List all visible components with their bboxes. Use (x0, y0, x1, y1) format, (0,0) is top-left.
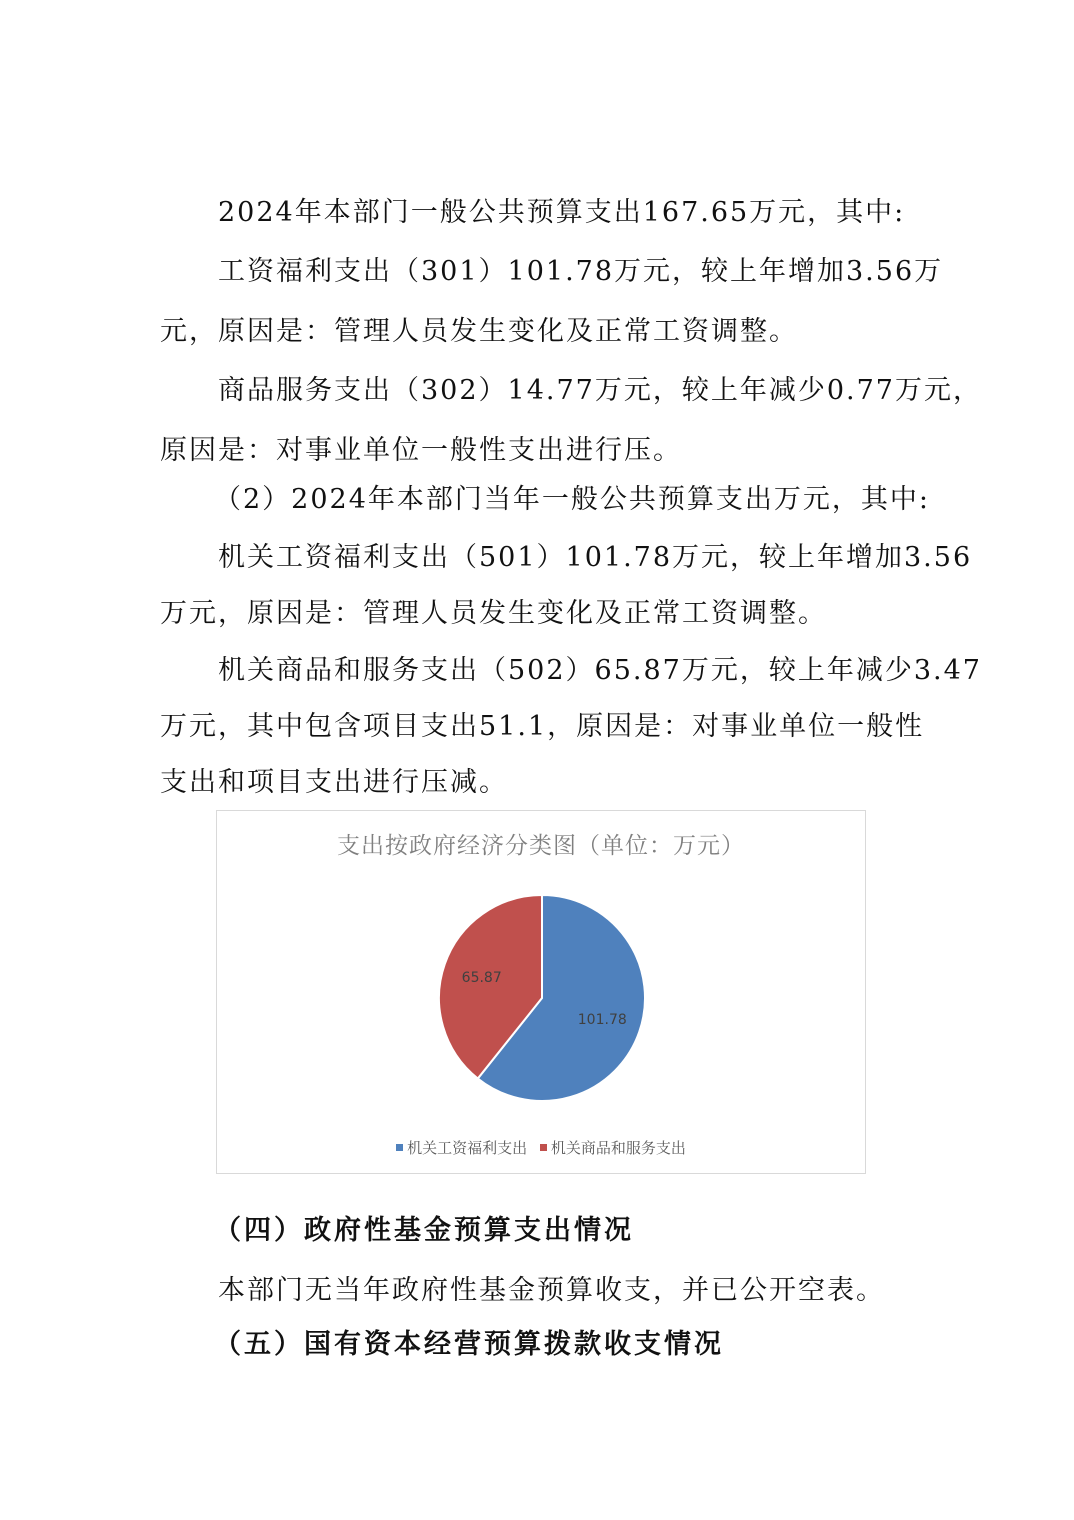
paragraph-line: 万元，其中包含项目支出51.1，原因是：对事业单位一般性 (160, 711, 925, 742)
paragraph-line: 元，原因是：管理人员发生变化及正常工资调整。 (160, 316, 798, 347)
legend-label: 机关工资福利支出 (407, 1139, 528, 1157)
paragraph-line: 机关商品和服务支出（502）65.87万元，较上年减少3.47 (218, 655, 982, 686)
government-fund-heading: （四）政府性基金预算支出情况 (214, 1215, 634, 1246)
legend-swatch (540, 1144, 547, 1151)
paragraph-line: 机关工资福利支出（501）101.78万元，较上年增加3.56 (218, 542, 973, 573)
paragraph-line: （2）2024年本部门当年一般公共预算支出万元，其中: (214, 484, 930, 515)
legend-label: 机关商品和服务支出 (550, 1139, 686, 1157)
paragraph-line: 原因是：对事业单位一般性支出进行压。 (160, 435, 682, 466)
data-label-goods-services: 65.87 (461, 969, 502, 986)
expenditure-pie-chart (216, 810, 866, 1174)
paragraph-line: 万元，原因是：管理人员发生变化及正常工资调整。 (160, 598, 827, 629)
chart-title: 支出按政府经济分类图（单位：万元） (337, 833, 745, 859)
legend-swatch (396, 1144, 403, 1151)
pie-chart-svg (217, 811, 867, 1175)
legend-item-wages (396, 1137, 527, 1158)
data-label-wages: 101.78 (577, 1012, 627, 1029)
paragraph-line: 商品服务支出（302）14.77万元，较上年减少0.77万元， (218, 375, 982, 406)
paragraph-line: 2024年本部门一般公共预算支出167.65万元，其中: (218, 197, 906, 228)
legend-item-goods-services (540, 1137, 686, 1158)
chart-legend (217, 1137, 865, 1158)
state-capital-heading: （五）国有资本经营预算拨款收支情况 (214, 1329, 724, 1360)
government-fund-text: 本部门无当年政府性基金预算收支，并已公开空表。 (218, 1275, 885, 1306)
paragraph-line: 工资福利支出（301）101.78万元，较上年增加3.56万 (218, 256, 944, 287)
paragraph-line: 支出和项目支出进行压减。 (160, 767, 508, 798)
